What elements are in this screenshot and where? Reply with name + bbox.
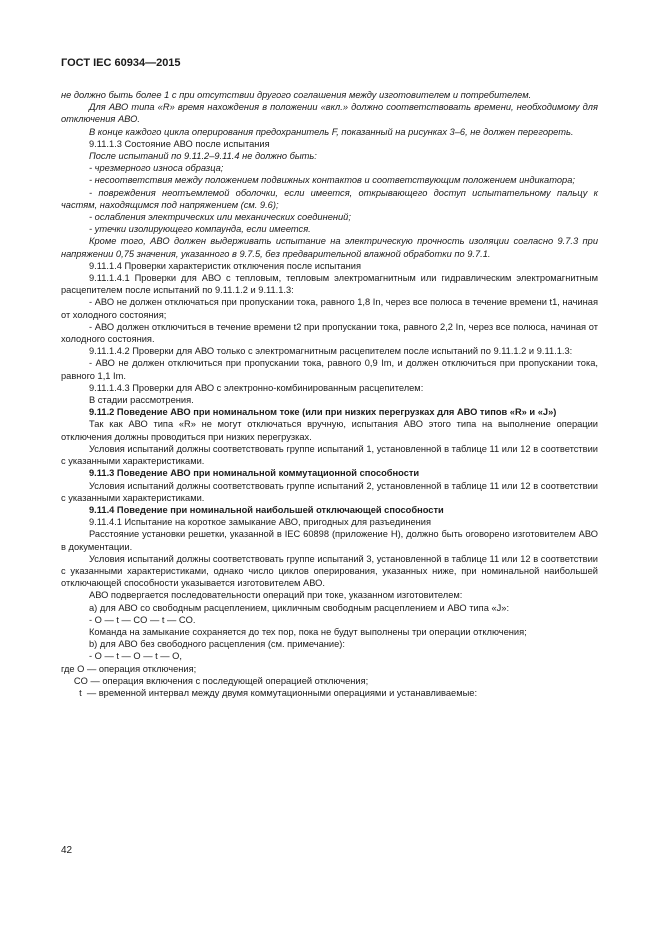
paragraph: - несоответствия между положением подвижных контактов и соответствующим положением индикатора; (89, 175, 575, 186)
paragraph: Кроме того, АВО должен выдерживать испытание на электрическую прочность изоляции согласно 9.7.3 при напряжении 0,75 значения, указанного в 9.7.5, без предварительной влажной обработки по 9.7.1. (61, 236, 598, 259)
paragraph: Условия испытаний должны соответствовать группе испытаний 3, установленной в таблице 11 или 12 в соответствии с указанными характеристиками, однако число циклов оперирования, указанных ниже, при номинальной наибольшей отключающей способности указывается изготовителем АВО. (61, 553, 598, 589)
paragraph: b) для АВО без свободного расцепления (см. примечание): (89, 639, 345, 650)
paragraph: - O — t — O — t — O, (89, 651, 182, 662)
paragraph: В стадии рассмотрения. (89, 395, 194, 406)
paragraph: Условия испытаний должны соответствовать группе испытаний 2, установленной в таблице 11 или 12 в соответствии с указанными характеристиками. (61, 480, 598, 503)
paragraph: CO — операция включения с последующей операцией отключения; (61, 675, 369, 686)
paragraph: 9.11.1.4.1 Проверки для АВО с тепловым, тепловым электромагнитным или гидравлическим электромагнитным расцепителем после испытаний по 9.11.1.2 и 9.11.1.3: (61, 273, 598, 296)
paragraph: 9.11.1.4.3 Проверки для АВО с электронно-комбинированным расцепителем: (89, 382, 424, 393)
paragraph: В конце каждого цикла оперирования предохранитель F, показанный на рисунках 3–6, не должен перегореть. (89, 126, 574, 137)
paragraph: Условия испытаний должны соответствовать группе испытаний 1, установленной в таблице 11 или 12 в соответствии с указанными характеристиками. (61, 443, 598, 467)
page-number: 42 (61, 845, 73, 856)
paragraph: Для АВО типа «R» время нахождения в положении «вкл.» должно соответствовать времени, необходимому для отключения АВО. (61, 102, 598, 125)
document-header: ГОСТ IEC 60934—2015 (61, 57, 181, 69)
paragraph: Так как АВО типа «R» не могут отключаться вручную, испытания АВО этого типа на выполнение операции отключения должны проводиться при низких перегрузках. (61, 419, 598, 442)
paragraph: После испытаний по 9.11.2–9.11.4 не должно быть: (89, 151, 317, 162)
paragraph: 9.11.4.1 Испытание на короткое замыкание АВО, пригодных для разъединения (89, 517, 432, 528)
paragraph: 9.11.4 Поведение при номинальной наибольшей отключающей способности (89, 504, 444, 515)
paragraph: Команда на замыкание сохраняется до тех пор, пока не будут выполнены три операции отключения; (89, 626, 527, 637)
paragraph: - повреждения неотъемлемой оболочки, если имеется, открывающего доступ испытательному пальцу к частям, находящимся под напряжением (см. 9.6); (61, 187, 598, 210)
paragraph: - АВО не должен отключаться при пропускании тока, равного 1,8 In, через все полюса в течение времени t1, начиная от холодного состояния; (61, 297, 598, 320)
paragraph: 9.11.2 Поведение АВО при номинальном токе (или при низких перегрузках для АВО типов «R» и «J») (89, 407, 557, 418)
paragraph: a) для АВО со свободным расцеплением, цикличным свободным расцеплением и АВО типа «J»: (89, 602, 510, 613)
paragraph: 9.11.3 Поведение АВО при номинальной коммутационной способности (89, 468, 420, 479)
paragraph: АВО подвергается последовательности операций при токе, указанном изготовителем: (89, 590, 463, 601)
paragraph: - АВО должен отключиться в течение времени t2 при пропускании тока, равного 2,2 In, через все полюса, начиная от холодного состояния. (61, 321, 598, 345)
document-body (61, 89, 598, 699)
paragraph: - утечки изолирующего компаунда, если имеется. (89, 224, 311, 235)
paragraph: - АВО не должен отключиться при пропускании тока, равного 0,9 Im, и должен отключиться при пропускании тока, равного 1,1 Im. (61, 358, 598, 381)
paragraph: - чрезмерного износа образца; (89, 163, 224, 174)
paragraph: 9.11.1.4 Проверки характеристик отключения после испытания (89, 260, 362, 271)
paragraph: Расстояние установки решетки, указанной в IEC 60898 (приложение H), должно быть оговорено изготовителем АВО в документации. (61, 529, 598, 552)
paragraph: не должно быть более 1 с при отсутствии другого соглашения между изготовителем и потребителем. (61, 90, 532, 100)
paragraph: - ослабления электрических или механических соединений; (89, 212, 351, 223)
paragraph: - O — t — CO — t — CO. (89, 614, 196, 625)
paragraph: 9.11.1.4.2 Проверки для АВО только с электромагнитным расцепителем после испытаний по 9.11.1.2 и 9.11.1.3: (89, 346, 573, 357)
paragraph: t — временной интервал между двумя коммутационными операциями и устанавливаемые: (61, 687, 478, 698)
paragraph: где O — операция отключения; (61, 663, 197, 674)
paragraph: 9.11.1.3 Состояние АВО после испытания (89, 138, 270, 149)
